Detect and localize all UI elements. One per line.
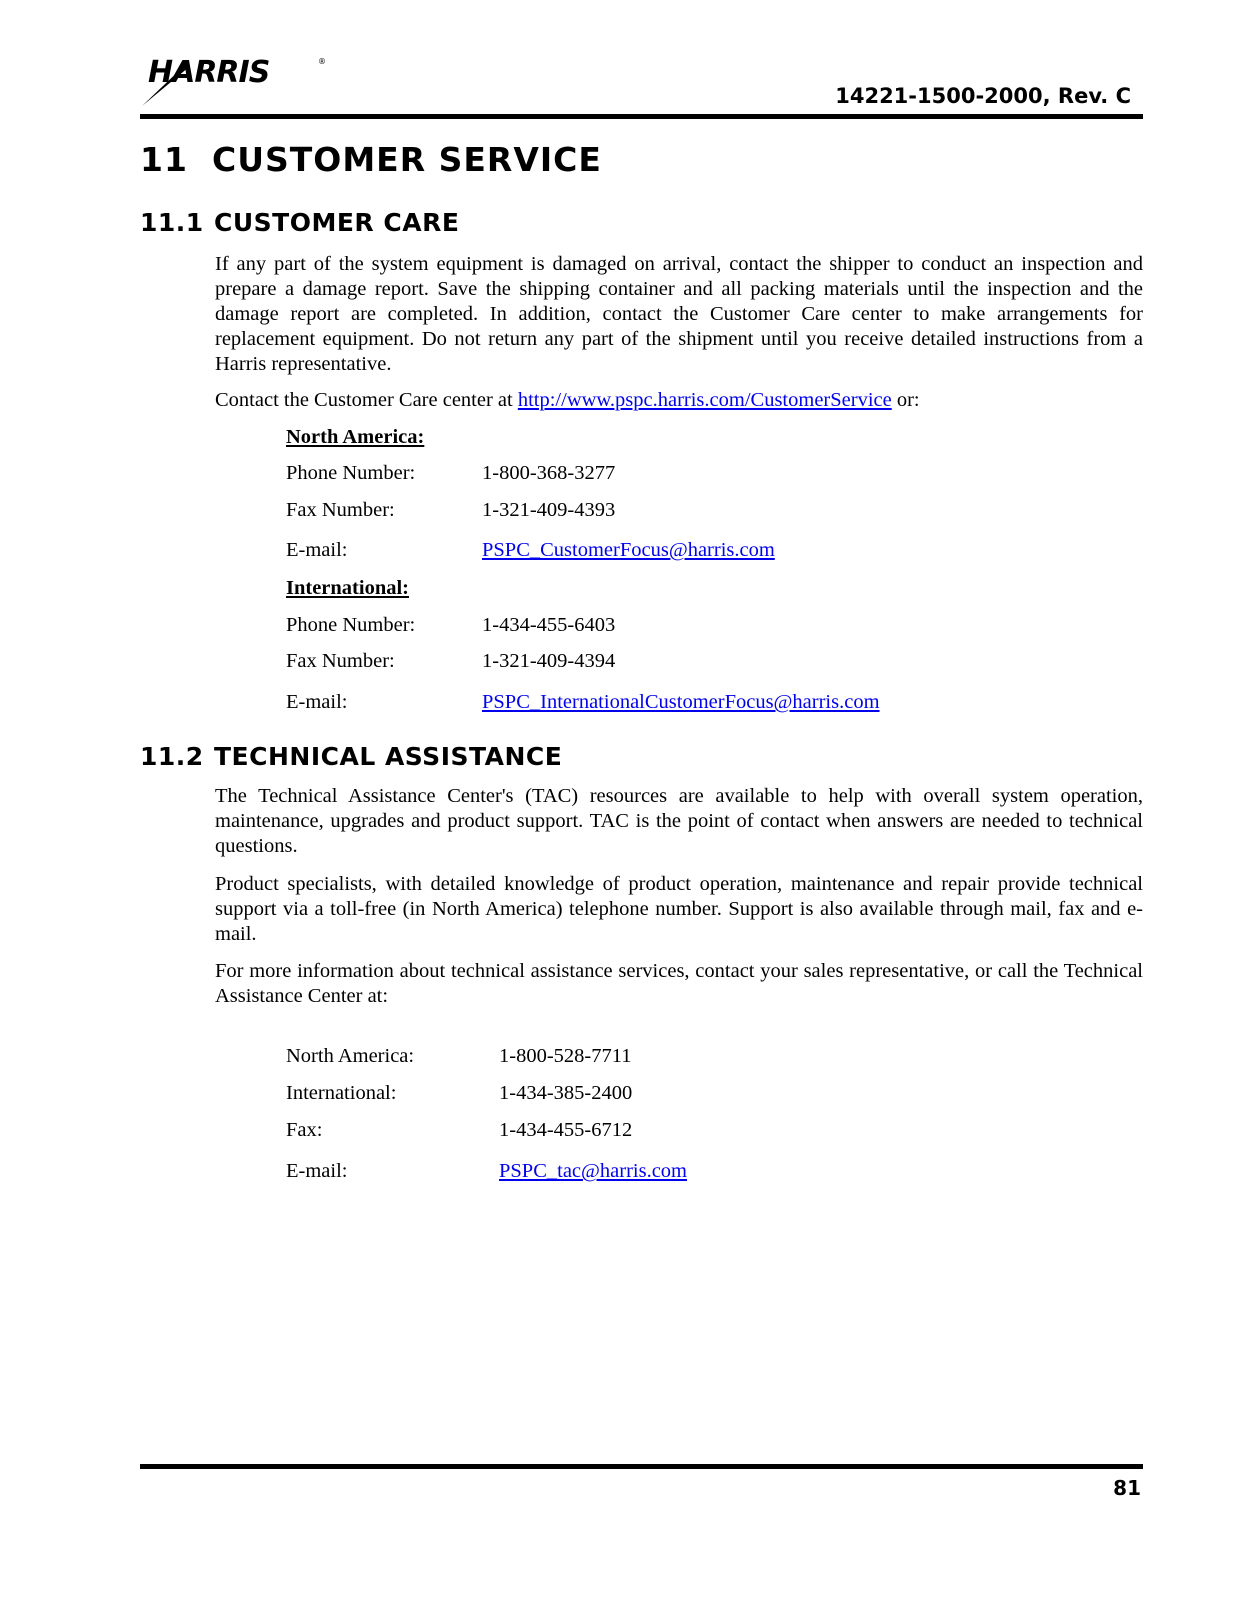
tac-na-phone: 1-800-528-7711: [499, 1045, 632, 1067]
section-heading-customer-care: [140, 208, 459, 237]
na-fax-value: 1-321-409-4393: [482, 499, 616, 521]
tac-na-label: North America:: [286, 1045, 415, 1067]
na-email-label: E-mail:: [286, 539, 348, 561]
chapter-number: 11: [140, 140, 188, 179]
document-number: 14221-1500-2000, Rev. C: [835, 84, 1131, 108]
harris-logo: [140, 50, 330, 108]
customer-care-contact-line: [215, 388, 1143, 413]
intl-fax-value: 1-321-409-4394: [482, 650, 616, 672]
section-heading-technical-assistance: [140, 742, 562, 771]
logo-text: HARRIS: [148, 55, 270, 90]
contact-suffix: or:: [891, 389, 920, 411]
tac-paragraph-1: The Technical Assistance Center's (TAC) resources are available to help with overall system operation, maintenance, upgrades and product support. TAC is the point of contact when answers are needed to technical questions.: [215, 785, 1143, 857]
tac-email-link[interactable]: PSPC_tac@harris.com: [499, 1160, 687, 1182]
page-number: 81: [1113, 1476, 1141, 1500]
footer-divider: [140, 1464, 1143, 1469]
na-email-link[interactable]: PSPC_CustomerFocus@harris.com: [482, 539, 775, 561]
customer-care-paragraph: If any part of the system equipment is damaged on arrival, contact the shipper to conduct an inspection and prepare a damage report. Save the shipping container and all packing materials until the inspection and the damage report are completed. In addition, contact the Customer Care center to make arrangements for replacement equipment. Do not return any part of the shipment until you receive detailed instructions from a Harris representative.: [215, 253, 1143, 375]
intl-phone-label: Phone Number:: [286, 614, 416, 636]
na-fax-label: Fax Number:: [286, 499, 395, 521]
section-title: TECHNICAL ASSISTANCE: [214, 742, 563, 771]
tac-paragraph-2: Product specialists, with detailed knowledge of product operation, maintenance and repair provide technical support via a toll-free (in North America) telephone number. Support is also available through mail, fax and e-mail.: [215, 873, 1143, 945]
international-heading: International:: [286, 577, 409, 599]
intl-email-link[interactable]: PSPC_InternationalCustomerFocus@harris.com: [482, 691, 880, 713]
na-phone-label: Phone Number:: [286, 462, 416, 484]
page-header: [140, 50, 1143, 120]
tac-paragraph-3: For more information about technical assistance services, contact your sales representative, or call the Technical Assistance Center at:: [215, 960, 1143, 1007]
svg-text:®: ®: [318, 57, 326, 66]
chapter-title: [140, 140, 602, 179]
customer-service-link[interactable]: http://www.pspc.harris.com/CustomerService: [517, 389, 892, 411]
section-number: 11.1: [140, 208, 204, 237]
north-america-heading: North America:: [286, 426, 425, 448]
chapter-title-text: CUSTOMER SERVICE: [212, 140, 602, 179]
contact-prefix: Contact the Customer Care center at: [215, 389, 518, 411]
tac-fax-label: Fax:: [286, 1119, 323, 1141]
header-divider: [140, 114, 1143, 119]
section-title: CUSTOMER CARE: [214, 208, 460, 237]
intl-fax-label: Fax Number:: [286, 650, 395, 672]
tac-email-label: E-mail:: [286, 1160, 348, 1182]
intl-email-label: E-mail:: [286, 691, 348, 713]
tac-intl-label: International:: [286, 1082, 397, 1104]
intl-phone-value: 1-434-455-6403: [482, 614, 616, 636]
section-number: 11.2: [140, 742, 204, 771]
tac-fax-value: 1-434-455-6712: [499, 1119, 633, 1141]
tac-intl-phone: 1-434-385-2400: [499, 1082, 633, 1104]
na-phone-value: 1-800-368-3277: [482, 462, 616, 484]
